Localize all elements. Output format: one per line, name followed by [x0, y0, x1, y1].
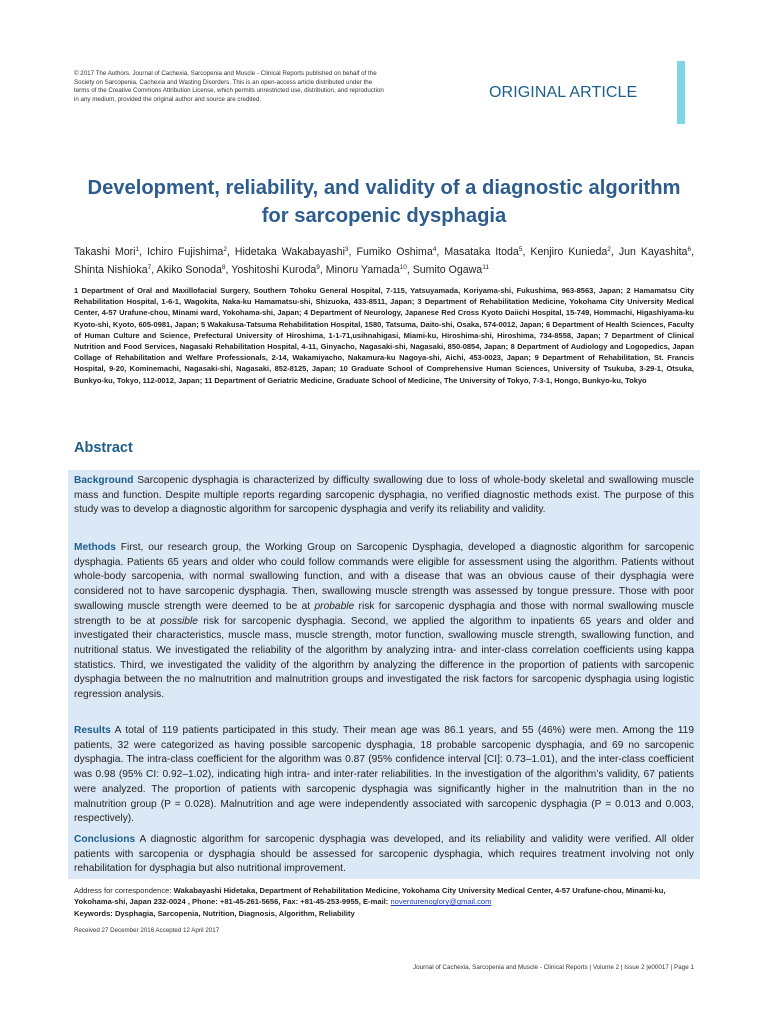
author [530, 246, 610, 258]
background-label: Background [74, 475, 134, 486]
methods-label: Methods [74, 542, 116, 553]
correspondence-text: Wakabayashi Hidetaka, Department of Rehabilitation Medicine, Yokohama City University Medical Center, 4-57 Urafune-chou, Minami-ku, Yokohama-shi, Japan 232-0024 , Phone: +81-45-261-5656, Fax: +81-45-253-9955, E-mail: [74, 886, 666, 907]
received-accepted-dates: Received 27 December 2016 Accepted 12 April 2017 [74, 927, 220, 934]
author [147, 246, 227, 258]
author-name: Sumito Ogawa [412, 263, 483, 276]
page-footer: Journal of Cachexia, Sarcopenia and Muscle - Clinical Reports | Volume 2 | Issue 2 |e00017 | Page 1 [413, 964, 694, 971]
background-text: Sarcopenic dysphagia is characterized by difficulty swallowing due to loss of whole-body skeletal and swallowing muscle mass and function. Despite multiple reports regarding sarcopenic dysphagia, no verified diagnostic methods exist. The purpose of this study was to develop a diagnostic algorithm for sarcopenic dysphagia and verify its reliability and validity. [74, 475, 694, 516]
conclusions-text: A diagnostic algorithm for sarcopenic dysphagia was developed, and its reliability and validity were verified. All older patients with sarcopenia or dysphagia should be assessed for sarcopenic dysphagia, which requires treatment involving not only rehabilitation for dysphagia but also nutritional improvement. [74, 834, 694, 875]
author-name: Hidetaka Wakabayashi [234, 246, 345, 258]
author-affiliation-number: 1 [135, 246, 140, 253]
methods-text-3: risk for sarcopenic dysphagia. Second, we applied the algorithm to inpatients 65 years and older and investigated their characteristics, muscle mass, muscle strength, motor function, swallowing muscle strength, swallowing function, and nutritional status. We investigated the reliability of the algorithm by analyzing intra- and inter-class correlation coefficients using kappa statistics. Third, we investigated the validity of the algorithm by analyzing the difference in the proportion of patients with sarcopenic dysphagia between the no malnutrition and malnutrition groups and investigated the risk factors for sarcopenic dysphagia using logistic regression analysis. [74, 615, 694, 701]
author-name: Shinta Nishioka [74, 263, 148, 276]
results-label: Results [74, 725, 111, 736]
author-name: Ichiro Fujishima [147, 246, 224, 258]
author-affiliation-number: 8 [221, 263, 226, 271]
author [235, 246, 349, 258]
results-text: A total of 119 patients participated in this study. Their mean age was 86.1 years, and 55 (46%) were men. Among the 119 patients, 32 were categorized as having possible sarcopenic dysphagia, 18 probable sarcopenic dysphagia, and 69 no sarcopenic dysphagia. The intra-class coefficient for the algorithm was 0.87 (95% confidence interval [CI]: 0.73–1.01), and the inter-class coefficient was 0.98 (95% CI: 0.92–1.02), indicating high intra- and inter-rater reliabilities. In the investigation of the algorithm’s validity, 67 patients were analyzed. The proportion of patients with sarcopenic dysphagia was significantly higher in the malnutrition than in the no malnutrition group (P = 0.028). Malnutrition and age were independently associated with sarcopenic dysphagia (P = 0.013 and 0.003, respectively). [74, 725, 694, 825]
author-name: Masataka Itoda [444, 246, 519, 258]
author-name: Kenjiro Kunieda [530, 246, 608, 258]
author-name: Akiko Sonoda [156, 263, 222, 276]
abstract-conclusions [74, 833, 694, 877]
author-name: Fumiko Oshima [356, 246, 433, 258]
author-affiliation-number: 2 [607, 246, 611, 253]
conclusions-label: Conclusions [74, 834, 136, 845]
methods-emphasis-possible: possible [160, 615, 198, 627]
author [157, 264, 226, 276]
author-affiliation-number: 5 [518, 246, 523, 253]
copyright-notice: © 2017 The Authors. Journal of Cachexia, Sarcopenia and Muscle - Clinical Reports published on behalf of the Society on Sarcopenia, Cachexia and Wasting Disorders. This is an open-access article distributed under the terms of the Creative Commons Attribution License, which permits unrestricted use, distribution, and reproduction in any medium, provided the original author and source are credited. [74, 70, 384, 103]
affiliations: 1 Department of Oral and Maxillofacial Surgery, Southern Tohoku General Hospital, 7-115, Yatsuyamada, Koriyama-shi, Fukushima, 963-8563, Japan; 2 Hamamatsu City Rehabilitation Hospital, 1-6-1, Wagokita, Naka-ku Hamamatsu-shi, Shizuoka, 433-8511, Japan; 3 Department of Rehabilitation Medicine, Yokohama City University Medical Center, 4-57 Urafune-chou, Minami ward, Yokohama-shi, Japan; 4 Department of Neurology, Japanese Red Cross Kyoto Daiichi Hospital, 15-749, Hommachi, Higashiyama-ku Kyoto-shi, Kyoto, 605-0981, Japan; 5 Wakakusa-Tatsuma Rehabilitation Hospital, 1580, Tatsuma, Daito-shi, Osaka, 574-0012, Japan; 6 Department of Health Sciences, Faculty of Human Culture and Science, Prefectural University of Hiroshima, 1-1-71,usihnahigasi, Miami-ku, Hiroshima-shi, Hiroshima, 734-8558, Japan; 7 Department of Clinical Nutrition and Food Services, Nagasaki Rehabilitation Hospital, 4-11, Ginyacho, Nagasaki-shi, Nagasaki, 850-0854, Japan; 8 Department of Audiology and Logopedics, Japan Collage of Rehabilitation and Welfare Professionals, 2-14, Wakamiyacho, Nakamura-ku Nagoya-shi, Aichi, 453-0023, Japan; 9 Department of Rehabilitation, St. Francis Hospital, 9-20, Kominemachi, Nagasaki-shi, Nagasaki, 852-8125, Japan; 10 Graduate School of Comprehensive Human Sciences, University of Tsukuba, 3-29-1, Otsuka, Bunkyo-ku, Tokyo, 112-0012, Japan; 11 Department of Geriatric Medicine, Graduate School of Medicine, The University of Tokyo, 7-3-1, Hongo, Bunkyo-ku, Tokyo [74, 286, 694, 385]
author [444, 246, 522, 258]
article-type-label [477, 61, 685, 124]
author-affiliation-number: 10 [399, 263, 407, 271]
author-name: Yoshitoshi Kuroda [231, 263, 317, 276]
author [619, 246, 691, 258]
abstract-heading: Abstract [74, 440, 133, 456]
author [231, 264, 320, 276]
author-affiliation-number: 6 [687, 246, 692, 253]
author [413, 264, 489, 276]
article-type-text: ORIGINAL ARTICLE [489, 83, 638, 101]
methods-emphasis-probable: probable [314, 600, 355, 612]
keywords-text: Dysphagia, Sarcopenia, Nutrition, Diagnosis, Algorithm, Reliability [114, 908, 355, 918]
author [357, 246, 437, 258]
methods-text-2: risk for sarcopenic dysphagia and those with normal swallowing muscle strength to be at [74, 600, 694, 627]
abstract-results [74, 724, 694, 827]
author-affiliation-number: 2 [223, 246, 227, 253]
author-affiliation-number: 7 [147, 263, 152, 271]
methods-text-1: First, our research group, the Working Group on Sarcopenic Dysphagia, developed a diagnostic algorithm for sarcopenic dysphagia. Patients 65 years and older who could follow commands were eligible for assessment using the algorithm. Patients without whole-body sarcopenia, with normal swallowing function, and with a disease that was an obvious cause of their dysphagia were considered not to have sarcopenic dysphagia. Then, swallowing muscle strength was assessed by tongue pressure. Those with poor swallowing muscle strength were deemed to be at [74, 542, 694, 612]
abstract-background [74, 474, 694, 518]
author-affiliation-number: 9 [316, 263, 320, 271]
correspondence-label: Address for correspondence: [74, 886, 172, 895]
correspondence-email-link[interactable]: noventurenoglory@gmail.com [390, 897, 492, 907]
author-affiliation-number: 3 [344, 246, 349, 253]
abstract-methods [74, 541, 694, 703]
author-affiliation-number: 11 [482, 263, 489, 271]
author-affiliation-number: 4 [432, 246, 437, 253]
author-list: Takashi Mori$^1$, Ichiro Fujishima$^2$, Hidetaka Wakabayashi$^3$, Fumiko Oshima$^4$, Masataka Itoda$^5$, Kenjiro Kunieda$^2$, Jun Kayashita$^6$, Shinta Nishioka$^7$, Akiko Sonoda$^8$, Yoshitoshi Kuroda$^9$, Minoru Yamada$^{10}$, Sumito Ogawa$^{11}$ [74, 246, 695, 276]
author-name: Takashi Mori [74, 246, 136, 258]
author [326, 264, 407, 276]
author [74, 246, 139, 258]
author-name: Minoru Yamada [325, 263, 400, 276]
article-title: Development, reliability, and validity of a diagnostic algorithm for sarcopenic dysphagia [87, 177, 681, 227]
author-name: Jun Kayashita [618, 246, 688, 258]
author [74, 264, 151, 276]
keywords-label: Keywords: [74, 908, 113, 918]
correspondence-block [74, 885, 694, 919]
